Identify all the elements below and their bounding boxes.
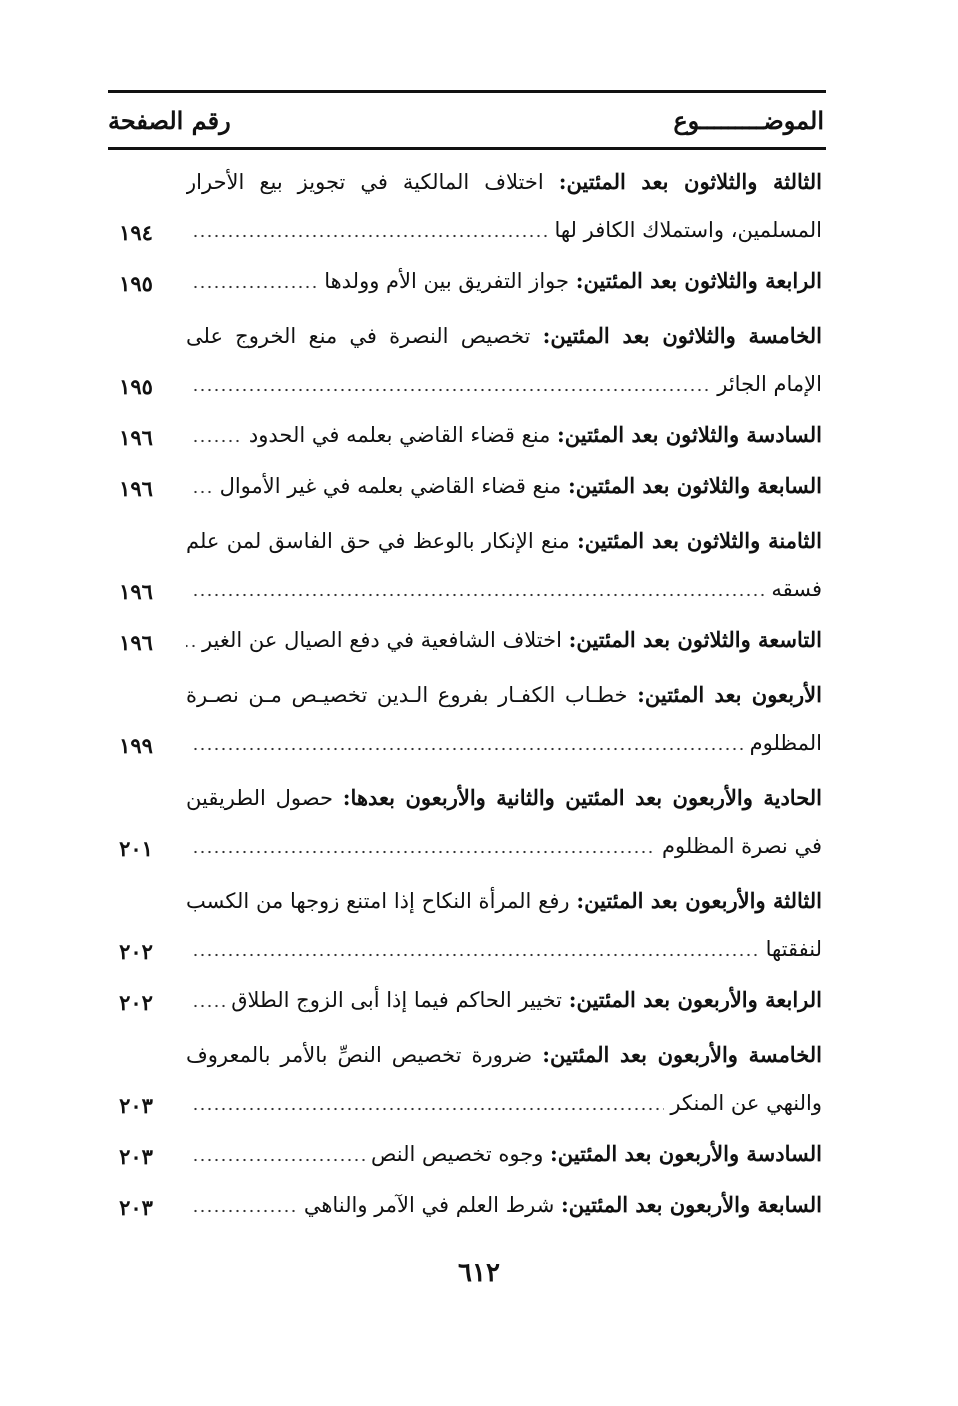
toc-page-number: ١٩٦ — [119, 579, 153, 604]
toc-page-number: ٢٠٣ — [119, 1144, 153, 1169]
toc-entry-label: الرابعة والثلاثون بعد المئتين: — [575, 268, 822, 293]
toc-entry-title-continued: في نصرة المظلوم — [662, 834, 822, 858]
toc-entry — [108, 768, 826, 870]
toc-page-number: ٢٠١ — [119, 836, 153, 861]
toc-entry-title: منع قضاء القاضي بعلمه في الحدود — [248, 423, 551, 447]
dot-leader — [192, 424, 243, 444]
toc-entry-title: تخصيص النصرة في منع الخروج على — [186, 324, 531, 348]
toc-page-number: ٢٠٢ — [119, 939, 153, 964]
toc-entry-label: الرابعة والأربعون بعد المئتين: — [568, 987, 822, 1012]
toc-entry-label: الثالثة والثلاثون بعد المئتين: — [558, 169, 822, 194]
toc-entry-label: الثامنة والثلاثون بعد المئتين: — [577, 528, 822, 553]
toc-entry — [108, 460, 826, 510]
toc-page-number: ١٩٤ — [119, 220, 153, 245]
toc-entry — [108, 306, 826, 408]
toc-entry — [108, 255, 826, 305]
toc-page-number: ١٩٦ — [119, 476, 153, 501]
toc-entry-title-continued: الإمام الجائر — [717, 372, 822, 396]
toc-entry-label: الأربعون بعد المئتين: — [637, 682, 822, 707]
toc-page-number: ٢٠٣ — [119, 1195, 153, 1220]
toc-entry — [108, 665, 826, 767]
toc-entry-title: منع قضاء القاضي بعلمه في غير الأموال — [219, 474, 562, 498]
toc-entry-text — [186, 312, 822, 408]
toc-entry-title: رفع المرأة النكاح إذا امتنع زوجها من الكسب — [186, 889, 570, 913]
toc-entry — [108, 614, 826, 664]
toc-entry-label: السابعة والأربعون بعد المئتين: — [561, 1192, 822, 1217]
toc-entry-text — [186, 158, 822, 254]
toc-entry-title: وجوه تخصيص النص — [371, 1142, 544, 1166]
toc-entry-title-continued: لنفقتها — [765, 937, 822, 961]
toc-entry — [108, 1179, 826, 1229]
toc-entry — [108, 1230, 826, 1240]
toc-entry-label: السادسة والثلاثون بعد المئتين: — [557, 422, 822, 447]
toc-entry-label: الخامسة والأربعون بعد المئتين: — [542, 1042, 822, 1067]
toc-entry — [108, 511, 826, 613]
toc-entry-title: منع الإنكار بالوعظ في حق الفاسق لمن علم — [186, 529, 570, 553]
toc-entry-text — [186, 976, 822, 1024]
toc-page-number: ١٩٩ — [119, 733, 153, 758]
toc-entry-title: ضرورة تخصيص النصِّ بالأمر بالمعروف — [186, 1043, 533, 1067]
toc-page-number: ٢٠٢ — [119, 990, 153, 1015]
dot-leader — [192, 373, 711, 393]
toc-entry-text — [186, 1130, 822, 1178]
dot-leader — [192, 1092, 664, 1112]
toc-entry-label: السادسة والأربعون بعد المئتين: — [550, 1141, 822, 1166]
toc-entry-title: حصول الطريقين — [186, 786, 333, 810]
dot-leader — [192, 578, 765, 598]
page-number-column-header: رقم الصفحة — [108, 106, 231, 135]
toc-entry-text — [186, 877, 822, 973]
toc-entry — [108, 1025, 826, 1127]
dot-leader — [192, 732, 744, 752]
toc-entry — [108, 1128, 826, 1178]
toc-entry-title-continued: والنهي عن المنكر — [670, 1091, 822, 1115]
toc-entry-label: السابعة والثلاثون بعد المئتين: — [567, 473, 822, 498]
dot-leader — [192, 1194, 298, 1214]
toc-entry-title: جواز التفريق بين الأم وولدها — [324, 269, 569, 293]
toc-entry-title: خطـاب الكفـار بفروع الـدين تخصيـص مـن نصـرة — [186, 683, 628, 707]
toc-entry-label: الحادية والأربعون بعد المئتين والثانية والأربعون بعدها: — [342, 785, 822, 810]
dot-leader — [186, 629, 196, 649]
toc-entry-text — [186, 517, 822, 613]
dot-leader — [192, 475, 214, 495]
top-rule — [108, 90, 826, 93]
dot-leader — [192, 219, 548, 239]
toc-entry — [108, 409, 826, 459]
toc-entry-text — [186, 774, 822, 870]
toc-entry — [108, 974, 826, 1024]
toc-entry-label: التاسعة والثلاثون بعد المئتين: — [568, 627, 822, 652]
toc-entry-text — [186, 1031, 822, 1127]
toc-page-number: ١٩٦ — [119, 425, 153, 450]
toc-page-number: ١٩٦ — [119, 630, 153, 655]
toc-entry-text — [186, 671, 822, 767]
page-folio: ٦١٢ — [458, 1258, 500, 1288]
toc-page-number: ١٩٥ — [119, 374, 153, 399]
toc-entry-text — [186, 462, 822, 510]
toc-entry-title-continued: فسقه — [771, 577, 822, 601]
dot-leader — [192, 270, 318, 290]
dot-leader — [192, 835, 656, 855]
toc-entry-text — [186, 1181, 822, 1229]
toc-entry-title-continued: المسلمين، واستملاك الكافر لها — [554, 218, 822, 242]
toc-entry-text — [186, 1232, 822, 1240]
toc-entry-label: الخامسة والثلاثون بعد المئتين: — [542, 323, 822, 348]
toc-entry-text — [186, 257, 822, 305]
toc-entry-label: الثالثة والأربعون بعد المئتين: — [576, 888, 822, 913]
dot-leader — [192, 989, 225, 1009]
toc-entry-text — [186, 616, 822, 664]
toc-entry — [108, 871, 826, 973]
toc-entry — [108, 150, 826, 254]
dot-leader — [192, 1143, 365, 1163]
table-of-contents — [108, 150, 826, 1240]
toc-entry-title-continued: المظلوم — [749, 731, 822, 755]
toc-entry-title: اختلاف الشافعية في دفع الصيال عن الغير — [201, 628, 562, 652]
toc-page-number: ١٩٥ — [119, 271, 153, 296]
topic-column-header: الموضـــــــــوع — [673, 106, 824, 135]
toc-entry-title: اختلاف المالكية في تجويز بيع الأحرار — [186, 170, 544, 194]
toc-entry-text — [186, 411, 822, 459]
toc-entry-title: شرط العلم في الآمر والناهي — [303, 1193, 555, 1217]
toc-page-number: ٢٠٣ — [119, 1093, 153, 1118]
toc-entry-title: تخيير الحاكم فيما إذا أبى الزوج الطلاق — [231, 988, 563, 1012]
dot-leader — [192, 938, 760, 958]
